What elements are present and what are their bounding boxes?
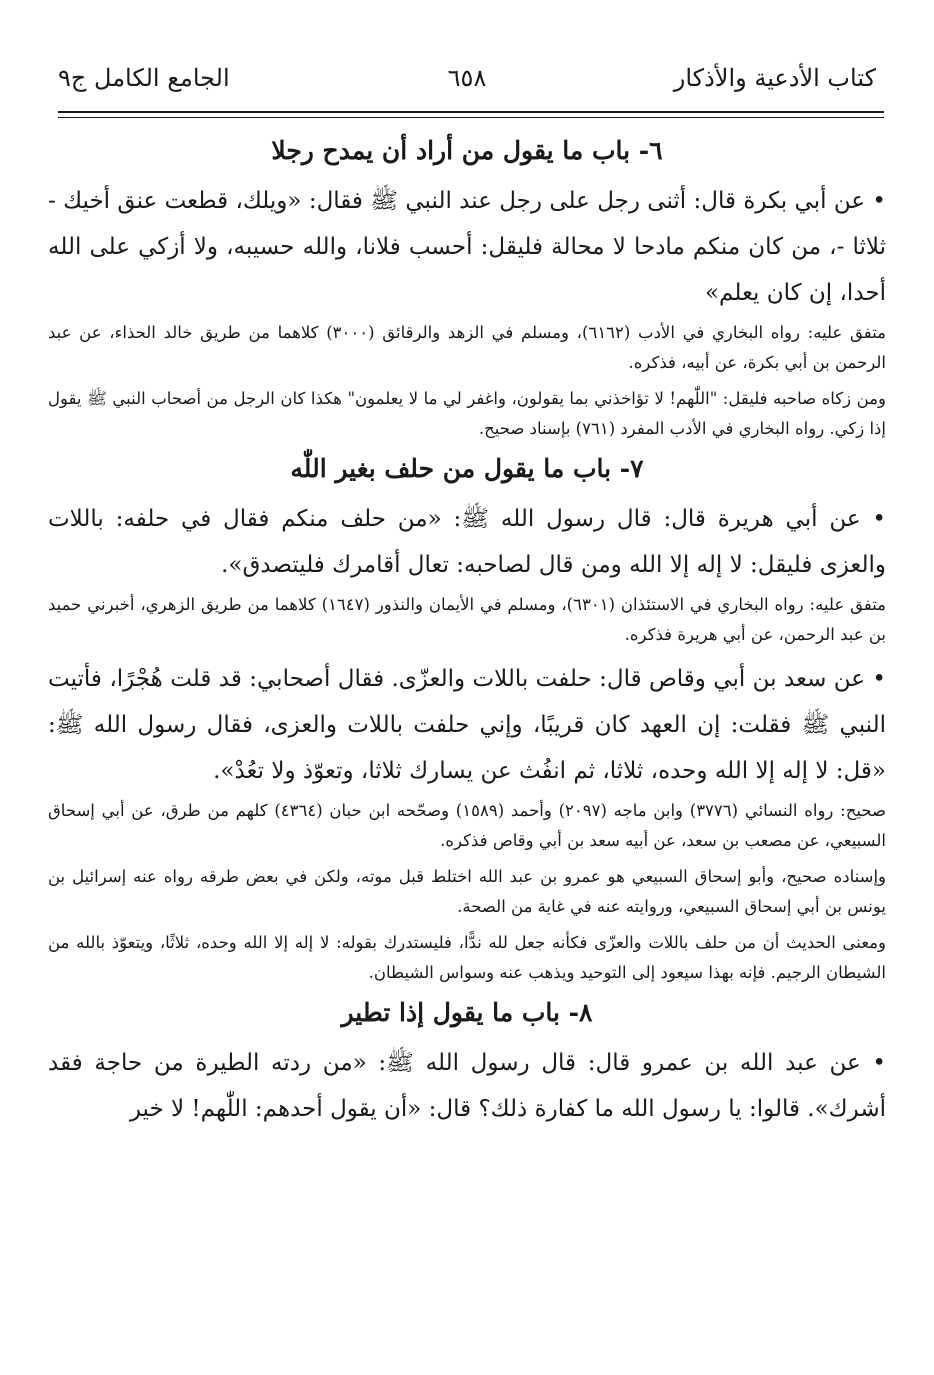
takhrij-note: صحيح: رواه النسائي (٣٧٧٦) وابن ماجه (٢٠٩٧) وأحمد (١٥٨٩) وصحّحه ابن حبان (٤٣٦٤) كلهم من طرق، عن أبي إسحاق السبيعي، عن مصعب بن سعد، عن أبيه سعد بن أبي وقاص فذكره. bbox=[48, 801, 886, 850]
hadith-text: • عن أبي بكرة قال: أثنى رجل على رجل عند النبي ﷺ فقال: «ويلك، قطعت عنق أخيك - ثلاثا -، من كان منكم مادحا لا محالة فليقل: أحسب فلانا، والله حسيبه، ولا أزكي على الله أحدا، إن كان يعلم» bbox=[48, 188, 886, 306]
section-heading: ٨- باب ما يقول إذا تطير bbox=[341, 998, 593, 1027]
takhrij-note: متفق عليه: رواه البخاري في الأدب (٦١٦٢)، ومسلم في الزهد والرقائق (٣٠٠٠) كلاهما من طريق خالد الحذاء، عن عبد الرحمن بن أبي بكرة، عن أبيه، فذكره. bbox=[48, 323, 886, 372]
takhrij-note: متفق عليه: رواه البخاري في الاستئذان (٦٣٠١)، ومسلم في الأيمان والنذور (١٦٤٧) كلاهما من طريق الزهري، أخبرني حميد بن عبد الرحمن، عن أبي هريرة فذكره. bbox=[48, 595, 887, 644]
book-title: الجامع الكامل ج٩ bbox=[58, 64, 230, 92]
section-heading: ٧- باب ما يقول من حلف بغير اللّٰه bbox=[290, 454, 644, 483]
section-heading: ٦- باب ما يقول من أراد أن يمدح رجلا bbox=[271, 136, 663, 165]
chapter-title: كتاب الأدعية والأذكار bbox=[673, 64, 876, 92]
commentary-note: ومن زكاه صاحبه فليقل: "اللّٰهم! لا تؤاخذني بما يقولون، واغفر لي ما لا يعلمون" هكذا كان الرجل من أصحاب النبي ﷺ يقول إذا زكي. رواه البخاري في الأدب المفرد (٧٦١) بإسناد صحيح. bbox=[48, 389, 886, 438]
hadith-text: • عن سعد بن أبي وقاص قال: حلفت باللات والعزّى. فقال أصحابي: قد قلت هُجْرًا، فأتيت النبي ﷺ فقلت: إن العهد كان قريبًا، وإني حلفت باللات والعزى، فقال رسول الله ﷺ: «قل: لا إله إلا الله وحده، ثلاثا، ثم انفُث عن يسارك ثلاثا، وتعوّذ ولا تعُدْ». bbox=[48, 666, 886, 784]
running-header bbox=[58, 64, 876, 104]
hadith-text: • عن عبد الله بن عمرو قال: قال رسول الله ﷺ: «من ردته الطيرة من حاجة فقد أشرك». قالوا: يا رسول الله ما كفارة ذلك؟ قال: «أن يقول أحدهم: اللّٰهم! لا خير bbox=[48, 1050, 886, 1122]
commentary-note: ومعنى الحديث أن من حلف باللات والعزّى فكأنه جعل لله ندًّا، فليستدرك بقوله: لا إله إلا الله وحده، ثلاثًا، ويتعوّذ بالله من الشيطان الرجيم. فإنه بهذا سيعود إلى التوحيد ويذهب عنه وسواس الشيطان. bbox=[48, 933, 886, 982]
commentary-note: وإسناده صحيح، وأبو إسحاق السبيعي هو عمرو بن عبد الله اختلط قبل موته، ولكن في بعض طرقه رواه عنه إسرائيل بن يونس بن أبي إسحاق السبيعي، وروايته عنه في غاية من الصحة. bbox=[48, 867, 886, 916]
page-number: ٦٥٨ bbox=[447, 64, 487, 92]
header-rule-thick bbox=[58, 111, 884, 113]
page-body bbox=[48, 126, 886, 1134]
hadith-text: • عن أبي هريرة قال: قال رسول الله ﷺ: «من حلف منكم فقال في حلفه: باللات والعزى فليقل: لا إله إلا الله ومن قال لصاحبه: تعال أقامرك فليتصدق». bbox=[48, 506, 886, 578]
header-rule-thin bbox=[58, 117, 884, 118]
